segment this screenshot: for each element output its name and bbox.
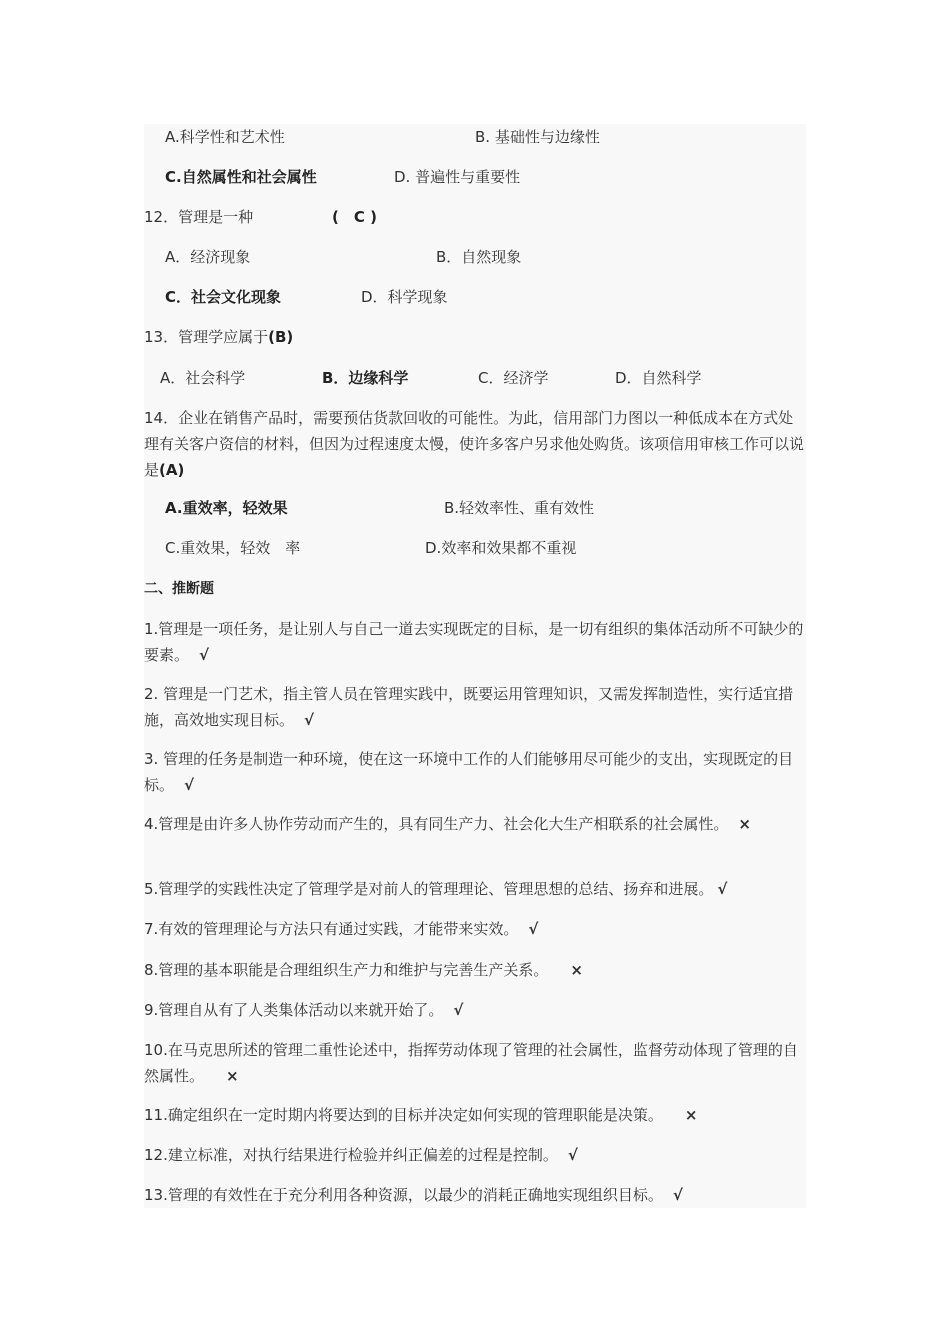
q13-option-a: A．社会科学 — [160, 369, 246, 387]
q13-option-b: B．边缘科学 — [322, 369, 409, 387]
judgement-text: 2. 管理是一门艺术，指主管人员在管理实践中，既要运用管理知识，又需发挥制造性，实行适宜措施，高效地实现目标。 — [144, 685, 794, 729]
judgement-item — [144, 957, 804, 983]
judgement-mark: √ — [184, 776, 195, 794]
q12-stem — [144, 204, 253, 230]
q13-stem-text: 13．管理学应属于 — [144, 328, 269, 346]
q13-option-c: C．经济学 — [478, 369, 549, 387]
judgement-text: 12.建立标准，对执行结果进行检验并纠正偏差的过程是控制。 — [144, 1146, 558, 1164]
judgement-mark: √ — [528, 920, 539, 938]
judgement-mark: × — [738, 815, 751, 833]
q14-option-d: D.效率和效果都不重视 — [425, 539, 577, 557]
judgement-item — [144, 811, 804, 837]
judgement-text: 7.有效的管理理论与方法只有通过实践，才能带来实效。 — [144, 920, 519, 938]
q13-stem — [144, 324, 293, 350]
q12-option-a: A．经济现象 — [165, 248, 251, 266]
judgement-mark: √ — [567, 1146, 578, 1164]
q12-option-b: B．自然现象 — [436, 248, 522, 266]
judgement-mark: √ — [672, 1186, 683, 1204]
judgement-text: 13.管理的有效性在于充分利用各种资源，以最少的消耗正确地实现组织目标。 — [144, 1186, 663, 1204]
q14-option-c: C.重效果，轻效 率 — [165, 539, 301, 557]
q12-option-d: D．科学现象 — [361, 288, 448, 306]
judgement-mark: √ — [453, 1001, 464, 1019]
judgement-item — [144, 746, 804, 798]
judgement-mark: × — [226, 1067, 239, 1085]
q14-option-a: A.重效率，轻效果 — [165, 499, 288, 517]
judgement-text: 10.在马克思所述的管理二重性论述中，指挥劳动体现了管理的社会属性，监督劳动体现了管理的自然属性。 — [144, 1041, 798, 1085]
judgement-item — [144, 1142, 804, 1168]
document-page — [144, 124, 806, 1208]
judgement-item — [144, 916, 804, 942]
judgement-text: 4.管理是由许多人协作劳动而产生的，具有同生产力、社会化大生产相联系的社会属性。 — [144, 815, 729, 833]
judgement-text: 8.管理的基本职能是合理组织生产力和维护与完善生产关系。 — [144, 961, 549, 979]
judgement-mark: √ — [199, 646, 210, 664]
q11-option-d: D. 普遍性与重要性 — [394, 168, 521, 186]
judgement-item — [144, 876, 804, 902]
judgement-text: 1.管理是一项任务，是让别人与自己一道去实现既定的目标，是一切有组织的集体活动所不可缺少的要素。 — [144, 620, 804, 664]
judgement-mark: × — [684, 1106, 698, 1124]
q13-option-d: D．自然科学 — [615, 369, 702, 387]
judgement-text: 3. 管理的任务是制造一种环境，使在这一环境中工作的人们能够用尽可能少的支出，实现既定的目标。 — [144, 750, 794, 794]
q14-answer: (A) — [159, 461, 185, 479]
judgement-item — [144, 616, 804, 668]
q12-stem-text: 12．管理是一种 — [144, 208, 254, 226]
judgement-text: 5.管理学的实践性决定了管理学是对前人的管理理论、管理思想的总结、扬弃和进展。 — [144, 880, 714, 898]
q14-stem — [144, 405, 804, 483]
q13-answer: (B) — [268, 328, 294, 346]
judgement-mark: × — [570, 961, 583, 979]
judgement-text: 9.管理自从有了人类集体活动以来就开始了。 — [144, 1001, 444, 1019]
judgement-item — [144, 997, 804, 1023]
q12-answer: ( C ) — [332, 208, 377, 226]
q11-option-a: A.科学性和艺术性 — [165, 128, 285, 146]
q12-option-c: C．社会文化现象 — [165, 288, 282, 306]
judgement-mark: √ — [717, 880, 728, 898]
judgement-text: 11.确定组织在一定时期内将要达到的目标并决定如何实现的管理职能是决策。 — [144, 1106, 663, 1124]
judgement-mark: √ — [304, 711, 315, 729]
judgement-item — [144, 681, 804, 733]
q11-option-b: B. 基础性与边缘性 — [475, 128, 600, 146]
q14-stem-text: 14．企业在销售产品时，需要预估货款回收的可能性。为此，信用部门力图以一种低成本在方式处理有关客户资信的材料，但因为过程速度太慢，使许多客户另求他处购货。该项信用审核工作可以说是 — [144, 409, 805, 479]
judgement-item — [144, 1102, 804, 1128]
q14-option-b: B.轻效率性、重有效性 — [444, 499, 595, 517]
section-title: 二、推断题 — [144, 581, 214, 597]
judgement-item — [144, 1182, 804, 1208]
judgement-item — [144, 1037, 804, 1089]
q11-option-c: C.自然属性和社会属性 — [165, 168, 317, 186]
